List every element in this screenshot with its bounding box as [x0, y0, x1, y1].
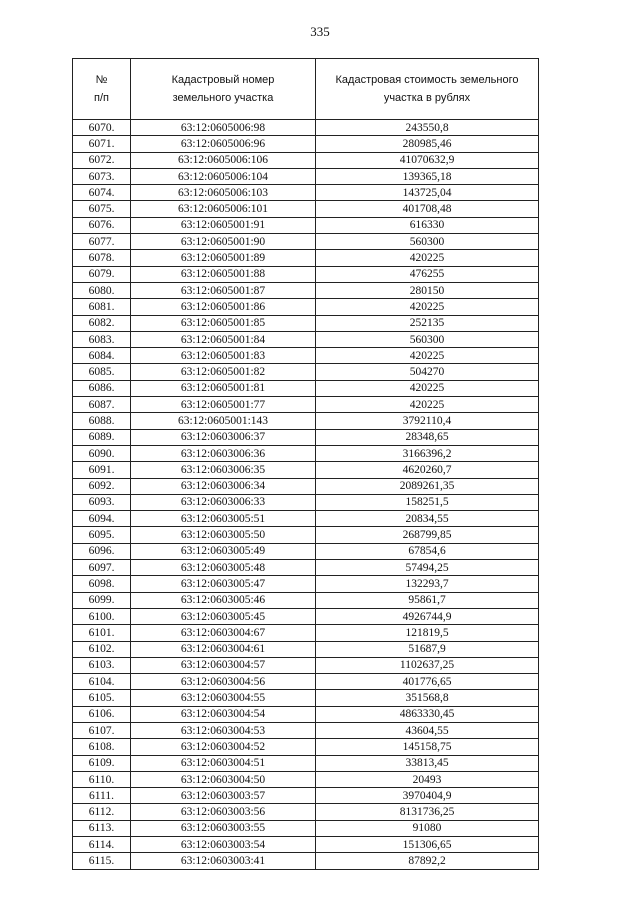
cadastral-number-cell: 63:12:0603005:50: [131, 527, 316, 543]
row-number-cell: 6102.: [73, 641, 131, 657]
table-row: [73, 722, 539, 738]
cadastral-value-cell: 121819,5: [316, 625, 539, 641]
table-row: [73, 478, 539, 494]
row-number-cell: 6077.: [73, 234, 131, 250]
cadastral-number-cell: 63:12:0605001:87: [131, 282, 316, 298]
row-number-cell: 6112.: [73, 804, 131, 820]
row-number-cell: 6094.: [73, 511, 131, 527]
cadastral-value-cell: 420225: [316, 250, 539, 266]
row-number-cell: 6092.: [73, 478, 131, 494]
cadastral-number-cell: 63:12:0605001:77: [131, 397, 316, 413]
row-number-cell: 6080.: [73, 282, 131, 298]
row-number-cell: 6104.: [73, 674, 131, 690]
cadastral-number-cell: 63:12:0603004:56: [131, 674, 316, 690]
cadastral-number-cell: 63:12:0605006:98: [131, 120, 316, 136]
table-row: [73, 348, 539, 364]
row-number-cell: 6093.: [73, 494, 131, 510]
cadastral-value-cell: 51687,9: [316, 641, 539, 657]
table-row: [73, 299, 539, 315]
cadastral-value-cell: 4926744,9: [316, 608, 539, 624]
row-number-cell: 6091.: [73, 462, 131, 478]
row-number-cell: 6100.: [73, 608, 131, 624]
cadastral-number-cell: 63:12:0603004:51: [131, 755, 316, 771]
cadastral-number-cell: 63:12:0605006:96: [131, 136, 316, 152]
cadastral-value-cell: 3166396,2: [316, 445, 539, 461]
cadastral-number-cell: 63:12:0603005:51: [131, 511, 316, 527]
table-row: [73, 560, 539, 576]
cadastral-number-cell: 63:12:0603004:53: [131, 722, 316, 738]
row-number-cell: 6110.: [73, 771, 131, 787]
cadastral-number-cell: 63:12:0605001:91: [131, 217, 316, 233]
row-number-cell: 6097.: [73, 560, 131, 576]
cadastral-value-cell: 560300: [316, 331, 539, 347]
row-number-cell: 6108.: [73, 739, 131, 755]
cadastral-value-cell: 28348,65: [316, 429, 539, 445]
table-row: [73, 739, 539, 755]
cadastral-value-cell: 143725,04: [316, 185, 539, 201]
page-number: 335: [310, 24, 330, 39]
row-number-cell: 6096.: [73, 543, 131, 559]
cadastral-number-cell: 63:12:0605001:82: [131, 364, 316, 380]
row-number-cell: 6072.: [73, 152, 131, 168]
row-number-cell: 6085.: [73, 364, 131, 380]
row-number-cell: 6106.: [73, 706, 131, 722]
table-row: [73, 250, 539, 266]
cadastral-value-cell: 420225: [316, 380, 539, 396]
cadastral-number-cell: 63:12:0603006:33: [131, 494, 316, 510]
cadastral-value-cell: 2089261,35: [316, 478, 539, 494]
cadastral-number-cell: 63:12:0603005:48: [131, 560, 316, 576]
cadastral-value-cell: 20493: [316, 771, 539, 787]
cadastral-value-cell: 420225: [316, 397, 539, 413]
row-number-cell: 6078.: [73, 250, 131, 266]
cadastral-value-table: [72, 58, 539, 870]
row-number-cell: 6076.: [73, 217, 131, 233]
cadastral-number-cell: 63:12:0605001:81: [131, 380, 316, 396]
header-cadastral-number: [131, 59, 316, 120]
cadastral-value-cell: 420225: [316, 299, 539, 315]
cadastral-value-cell: 43604,55: [316, 722, 539, 738]
table-row: [73, 234, 539, 250]
table-row: [73, 462, 539, 478]
table-row: [73, 445, 539, 461]
table-row: [73, 608, 539, 624]
cadastral-value-cell: 351568,8: [316, 690, 539, 706]
cadastral-number-cell: 63:12:0605001:83: [131, 348, 316, 364]
cadastral-value-cell: 132293,7: [316, 576, 539, 592]
header-cadastral-value: [316, 59, 539, 120]
cadastral-value-cell: 20834,55: [316, 511, 539, 527]
cadastral-value-cell: 280150: [316, 282, 539, 298]
cadastral-value-cell: 616330: [316, 217, 539, 233]
table-row: [73, 201, 539, 217]
table-row: [73, 168, 539, 184]
cadastral-number-cell: 63:12:0603006:36: [131, 445, 316, 461]
cadastral-value-cell: 95861,7: [316, 592, 539, 608]
row-number-cell: 6087.: [73, 397, 131, 413]
header-row-number-line1: №: [95, 74, 108, 86]
table-row: [73, 413, 539, 429]
table-row: [73, 657, 539, 673]
cadastral-number-cell: 63:12:0603004:50: [131, 771, 316, 787]
cadastral-number-cell: 63:12:0603004:67: [131, 625, 316, 641]
cadastral-number-cell: 63:12:0605001:85: [131, 315, 316, 331]
table-row: [73, 266, 539, 282]
cadastral-value-cell: 401708,48: [316, 201, 539, 217]
cadastral-value-cell: 252135: [316, 315, 539, 331]
header-row: [73, 59, 539, 120]
cadastral-value-cell: 145158,75: [316, 739, 539, 755]
row-number-cell: 6113.: [73, 820, 131, 836]
row-number-cell: 6071.: [73, 136, 131, 152]
table-row: [73, 771, 539, 787]
cadastral-value-cell: 57494,25: [316, 560, 539, 576]
header-row-number: [73, 59, 131, 120]
row-number-cell: 6070.: [73, 120, 131, 136]
row-number-cell: 6103.: [73, 657, 131, 673]
table-row: [73, 315, 539, 331]
cadastral-value-cell: 139365,18: [316, 168, 539, 184]
row-number-cell: 6079.: [73, 266, 131, 282]
row-number-cell: 6074.: [73, 185, 131, 201]
cadastral-value-cell: 41070632,9: [316, 152, 539, 168]
cadastral-value-cell: 476255: [316, 266, 539, 282]
row-number-cell: 6086.: [73, 380, 131, 396]
cadastral-number-cell: 63:12:0603005:46: [131, 592, 316, 608]
cadastral-value-cell: 87892,2: [316, 853, 539, 869]
cadastral-number-cell: 63:12:0603005:49: [131, 543, 316, 559]
table-row: [73, 494, 539, 510]
row-number-cell: 6088.: [73, 413, 131, 429]
cadastral-value-cell: 4863330,45: [316, 706, 539, 722]
cadastral-number-cell: 63:12:0603006:37: [131, 429, 316, 445]
row-number-cell: 6081.: [73, 299, 131, 315]
cadastral-number-cell: 63:12:0603003:57: [131, 788, 316, 804]
cadastral-value-cell: 33813,45: [316, 755, 539, 771]
cadastral-value-cell: 3792110,4: [316, 413, 539, 429]
row-number-cell: 6109.: [73, 755, 131, 771]
table-row: [73, 282, 539, 298]
table-row: [73, 674, 539, 690]
cadastral-number-cell: 63:12:0603003:55: [131, 820, 316, 836]
table-row: [73, 136, 539, 152]
cadastral-value-cell: 91080: [316, 820, 539, 836]
row-number-cell: 6105.: [73, 690, 131, 706]
cadastral-value-cell: 504270: [316, 364, 539, 380]
header-cadastral-number-line2: земельного участка: [172, 92, 274, 104]
cadastral-number-cell: 63:12:0603003:54: [131, 837, 316, 853]
cadastral-number-cell: 63:12:0603004:55: [131, 690, 316, 706]
table-row: [73, 185, 539, 201]
table-row: [73, 788, 539, 804]
row-number-cell: 6114.: [73, 837, 131, 853]
row-number-cell: 6101.: [73, 625, 131, 641]
table-row: [73, 592, 539, 608]
header-cadastral-value-line1: Кадастровая стоимость земельного: [335, 74, 519, 86]
table-row: [73, 397, 539, 413]
table-row: [73, 527, 539, 543]
cadastral-number-cell: 63:12:0603006:34: [131, 478, 316, 494]
row-number-cell: 6082.: [73, 315, 131, 331]
table-row: [73, 706, 539, 722]
table-row: [73, 511, 539, 527]
table-row: [73, 853, 539, 869]
cadastral-number-cell: 63:12:0603005:47: [131, 576, 316, 592]
cadastral-number-cell: 63:12:0605006:101: [131, 201, 316, 217]
cadastral-value-cell: 420225: [316, 348, 539, 364]
table-row: [73, 755, 539, 771]
table-row: [73, 820, 539, 836]
row-number-cell: 6083.: [73, 331, 131, 347]
cadastral-number-cell: 63:12:0605001:86: [131, 299, 316, 315]
cadastral-value-cell: 1102637,25: [316, 657, 539, 673]
table-row: [73, 576, 539, 592]
table-row: [73, 380, 539, 396]
row-number-cell: 6090.: [73, 445, 131, 461]
cadastral-value-cell: 401776,65: [316, 674, 539, 690]
table-row: [73, 804, 539, 820]
row-number-cell: 6098.: [73, 576, 131, 592]
row-number-cell: 6073.: [73, 168, 131, 184]
table-row: [73, 120, 539, 136]
cadastral-number-cell: 63:12:0605001:88: [131, 266, 316, 282]
table-row: [73, 690, 539, 706]
row-number-cell: 6089.: [73, 429, 131, 445]
row-number-cell: 6084.: [73, 348, 131, 364]
header-cadastral-value-line2: участка в рублях: [383, 92, 471, 104]
row-number-cell: 6095.: [73, 527, 131, 543]
cadastral-number-cell: 63:12:0603004:61: [131, 641, 316, 657]
table-row: [73, 641, 539, 657]
cadastral-number-cell: 63:12:0605001:90: [131, 234, 316, 250]
row-number-cell: 6075.: [73, 201, 131, 217]
cadastral-number-cell: 63:12:0603003:56: [131, 804, 316, 820]
cadastral-number-cell: 63:12:0605006:103: [131, 185, 316, 201]
cadastral-value-cell: 560300: [316, 234, 539, 250]
header-cadastral-number-line1: Кадастровый номер: [171, 74, 275, 86]
row-number-cell: 6115.: [73, 853, 131, 869]
table-row: [73, 364, 539, 380]
cadastral-number-cell: 63:12:0605001:84: [131, 331, 316, 347]
table-row: [73, 217, 539, 233]
cadastral-number-cell: 63:12:0605001:89: [131, 250, 316, 266]
cadastral-number-cell: 63:12:0603004:57: [131, 657, 316, 673]
cadastral-value-cell: 268799,85: [316, 527, 539, 543]
cadastral-value-cell: 67854,6: [316, 543, 539, 559]
cadastral-number-cell: 63:12:0605006:106: [131, 152, 316, 168]
cadastral-number-cell: 63:12:0603004:54: [131, 706, 316, 722]
table-row: [73, 625, 539, 641]
cadastral-number-cell: 63:12:0603006:35: [131, 462, 316, 478]
row-number-cell: 6099.: [73, 592, 131, 608]
table-row: [73, 543, 539, 559]
cadastral-value-cell: 8131736,25: [316, 804, 539, 820]
row-number-cell: 6107.: [73, 722, 131, 738]
cadastral-value-cell: 4620260,7: [316, 462, 539, 478]
header-row-number-line2: п/п: [94, 92, 109, 104]
table-header: [73, 59, 539, 120]
cadastral-number-cell: 63:12:0605001:143: [131, 413, 316, 429]
cadastral-number-cell: 63:12:0605006:104: [131, 168, 316, 184]
cadastral-number-cell: 63:12:0603004:52: [131, 739, 316, 755]
row-number-cell: 6111.: [73, 788, 131, 804]
table-row: [73, 837, 539, 853]
table-row: [73, 152, 539, 168]
cadastral-value-cell: 280985,46: [316, 136, 539, 152]
table-row: [73, 429, 539, 445]
cadastral-value-cell: 158251,5: [316, 494, 539, 510]
cadastral-value-cell: 3970404,9: [316, 788, 539, 804]
cadastral-number-cell: 63:12:0603005:45: [131, 608, 316, 624]
table-row: [73, 331, 539, 347]
cadastral-value-cell: 243550,8: [316, 120, 539, 136]
table-body: [73, 120, 539, 870]
cadastral-number-cell: 63:12:0603003:41: [131, 853, 316, 869]
cadastral-value-cell: 151306,65: [316, 837, 539, 853]
